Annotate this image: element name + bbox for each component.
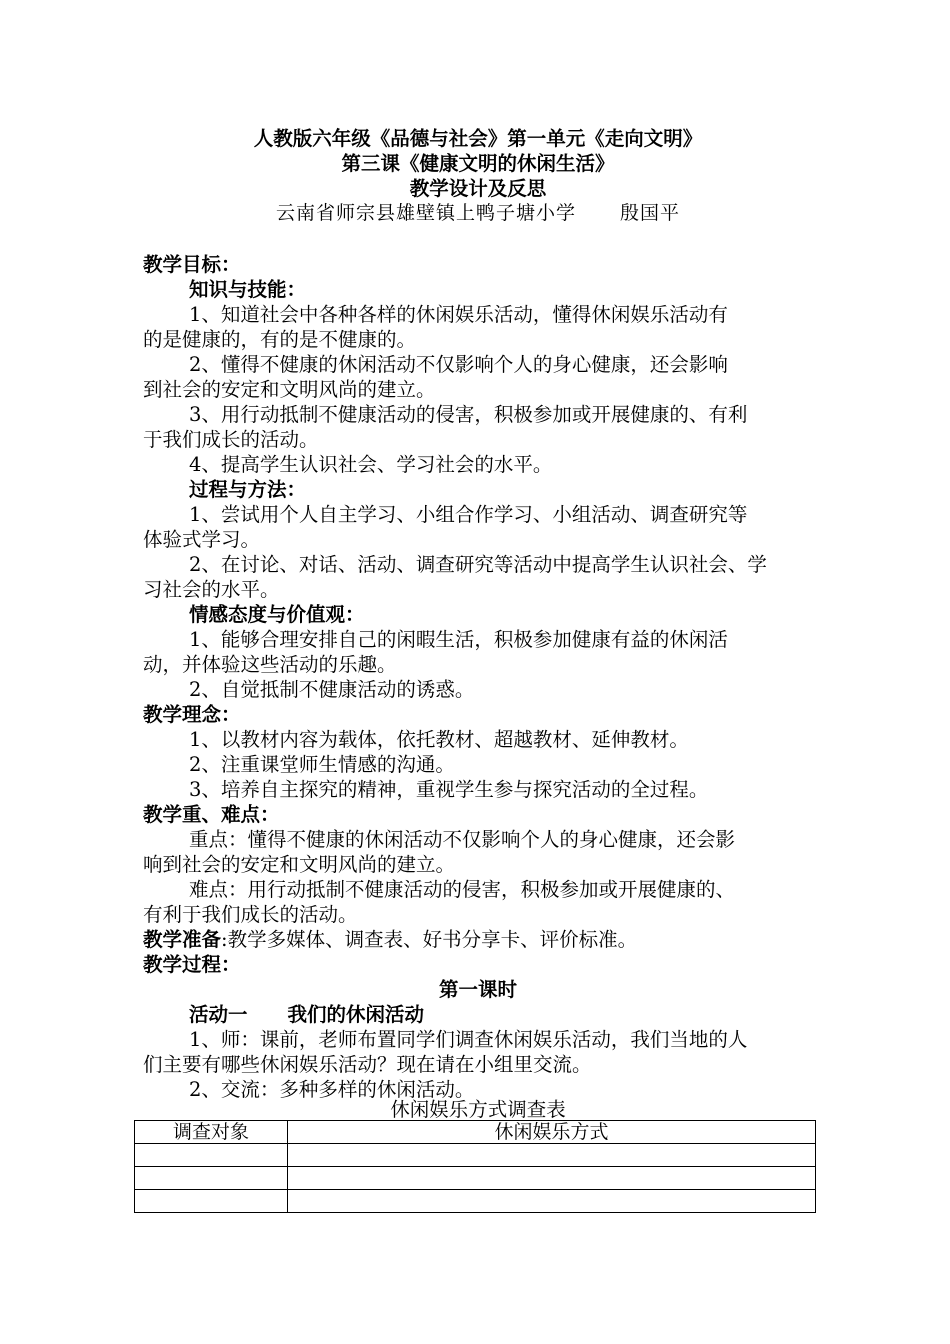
knowledge-heading: 知识与技能： (189, 278, 307, 301)
table-cell (288, 1144, 816, 1167)
table-row (135, 1144, 816, 1167)
emotion-heading: 情感态度与价值观： (189, 603, 365, 626)
prep-text: :教学多媒体、调查表、好书分享卡、评价标准。 (221, 928, 638, 951)
knowledge-line: 的是健康的，有的是不健康的。 (143, 328, 417, 351)
table-caption: 休闲娱乐方式调查表 (390, 1098, 566, 1121)
concept-heading: 教学理念： (143, 703, 241, 726)
process-line: 们主要有哪些休闲娱乐活动？现在请在小组里交流。 (143, 1053, 592, 1076)
process-method-line: 体验式学习。 (143, 528, 261, 551)
knowledge-line: 3、用行动抵制不健康活动的侵害，积极参加或开展健康的、有利 (189, 403, 748, 426)
process-heading: 教学过程： (143, 953, 241, 976)
title-line-3: 教学设计及反思 (409, 177, 547, 200)
process-method-line: 习社会的水平。 (143, 578, 280, 601)
table-cell (135, 1190, 288, 1213)
school-name: 云南省师宗县雄壁镇上鸭子塘小学 (275, 202, 576, 224)
concept-line: 2、注重课堂师生情感的沟通。 (189, 753, 455, 776)
concept-line: 3、培养自主探究的精神，重视学生参与探究活动的全过程。 (189, 778, 709, 801)
keypoints-line: 难点：用行动抵制不健康活动的侵害，积极参加或开展健康的、 (189, 878, 736, 901)
table-row (135, 1167, 816, 1190)
table-cell (288, 1190, 816, 1213)
table-header-row (135, 1121, 816, 1144)
author-name: 殷国平 (620, 202, 681, 224)
concept-line: 1、以教材内容为载体，依托教材、超越教材、延伸教材。 (189, 728, 689, 751)
process-method-line: 1、尝试用个人自主学习、小组合作学习、小组活动、调查研究等 (189, 503, 748, 526)
activity-title: 我们的休闲活动 (287, 1003, 425, 1026)
keypoints-line: 有利于我们成长的活动。 (143, 903, 358, 926)
author-line (143, 201, 813, 226)
knowledge-line: 于我们成长的活动。 (143, 428, 319, 451)
title-line-2: 第三课《健康文明的休闲生活》 (341, 152, 615, 175)
survey-table (134, 1120, 816, 1213)
lesson-title: 第一课时 (438, 978, 517, 1001)
knowledge-line: 4、提高学生认识社会、学习社会的水平。 (189, 453, 553, 476)
goals-heading: 教学目标： (143, 253, 241, 276)
emotion-line: 2、自觉抵制不健康活动的诱惑。 (189, 678, 475, 701)
table-header-cell: 调查对象 (135, 1121, 288, 1144)
emotion-line: 动，并体验这些活动的乐趣。 (143, 653, 397, 676)
table-cell (135, 1167, 288, 1190)
table-header-cell: 休闲娱乐方式 (288, 1121, 816, 1144)
emotion-line: 1、能够合理安排自己的闲暇生活，积极参加健康有益的休闲活 (189, 628, 728, 651)
activity-title-line (143, 1002, 813, 1027)
keypoints-line: 重点：懂得不健康的休闲活动不仅影响个人的身心健康，还会影 (189, 828, 736, 851)
knowledge-line: 2、懂得不健康的休闲活动不仅影响个人的身心健康，还会影响 (189, 353, 728, 376)
process-line: 1、师：课前，老师布置同学们调查休闲娱乐活动，我们当地的人 (189, 1028, 748, 1051)
knowledge-line: 1、知道社会中各种各样的休闲娱乐活动，懂得休闲娱乐活动有 (189, 303, 728, 326)
table-row (135, 1190, 816, 1213)
process-line: 2、交流：多种多样的休闲活动。 (189, 1078, 475, 1101)
knowledge-line: 到社会的安定和文明风尚的建立。 (143, 378, 436, 401)
table-cell (288, 1167, 816, 1190)
process-method-heading: 过程与方法： (189, 478, 307, 501)
prep-heading: 教学准备 (143, 928, 222, 951)
table-cell (135, 1144, 288, 1167)
keypoints-heading: 教学重、难点： (143, 803, 280, 826)
keypoints-line: 响到社会的安定和文明风尚的建立。 (143, 853, 456, 876)
process-method-line: 2、在讨论、对话、活动、调查研究等活动中提高学生认识社会、学 (189, 553, 767, 576)
activity-label: 活动一 (189, 1003, 248, 1026)
title-line-1: 人教版六年级《品德与社会》第一单元《走向文明》 (253, 127, 703, 150)
prep-line (143, 927, 813, 952)
